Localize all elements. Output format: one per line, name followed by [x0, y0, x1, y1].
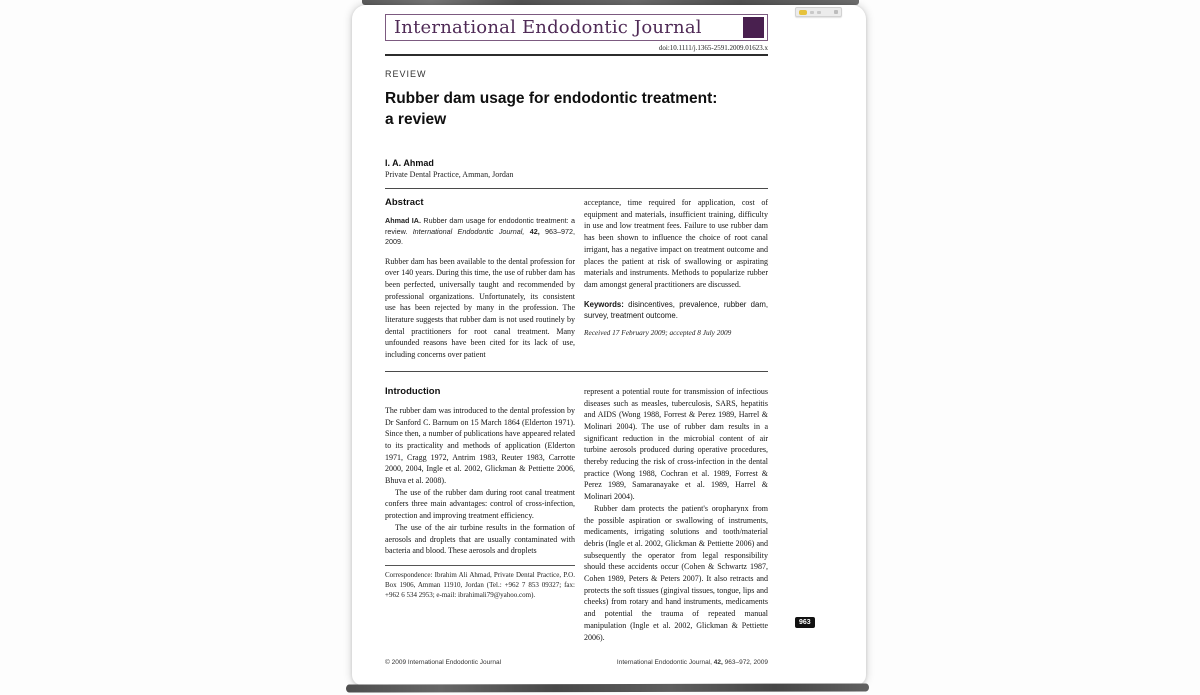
abstract-citation — [385, 216, 575, 248]
highlighter-icon[interactable] — [799, 10, 807, 15]
page-content — [385, 5, 768, 666]
article-title-line1: Rubber dam usage for endodontic treatment: — [385, 90, 718, 107]
scan-edge-bottom — [346, 683, 869, 692]
abstract-section — [385, 197, 768, 361]
article-type-label: REVIEW — [385, 69, 427, 79]
citation-pages: 963–972, 2009. — [385, 226, 576, 246]
introduction-section — [385, 386, 768, 643]
footer-citation — [617, 659, 768, 666]
footer-citation-journal: International Endodontic Journal, — [616, 659, 714, 667]
intro-paragraph-5: Rubber dam protects the patient's oropharynx from the possible aspiration or swallowing of instruments, medicaments, irrigating solutions and tooth/material debris (Ingle et al. 2002, Glickman & Pettiette 2006) and subsequently the operator from legal responsibility should these accidents occur (Cohen & Schwartz 1987, Cohen 1989, Peters & Peters 2007). It also retracts and protects the soft tissues (gingival tissues, tongue, lips and cheeks) from rotary and hand instruments, medicaments and potential the trauma of repeated manual manipulation (Ingle et al. 2002, Glickman & Pettiette 2006). — [584, 503, 768, 642]
author-affiliation: Private Dental Practice, Amman, Jordan — [385, 170, 514, 179]
toolbar-mark-icon — [817, 11, 821, 14]
citation-journal: International Endodontic Journal, — [412, 226, 525, 236]
journal-banner — [385, 14, 768, 41]
introduction-right-column — [584, 386, 768, 643]
author-divider — [385, 188, 768, 189]
author-name: I. A. Ahmad — [385, 158, 434, 168]
doi-line: doi:10.1111/j.1365-2591.2009.01623.x — [658, 44, 768, 52]
abstract-text-col2: acceptance, time required for application, cost of equipment and materials, insufficient training, difficulty in use and low treatment fees. Failure to use rubber dam has been shown to influence the choice of root canal irrigant, has a negative impact on treatment outcome and places the patient at risk of swallowing or aspirating materials and instruments. Methods to popularize rubber dam amongst general practitioners are discussed. — [584, 198, 768, 289]
article-title-line2: a review — [385, 111, 447, 128]
intro-paragraph-2: The use of the rubber dam during root canal treatment confers three main advantages: control of cross-infection, protection and improving treatment efficiency. — [385, 487, 575, 521]
toolbar-handle-icon[interactable] — [834, 10, 838, 14]
keywords-line — [584, 299, 768, 321]
abstract-text-col1: Rubber dam has been available to the dental profession for over 140 years. During this time, the use of rubber dam has been perfected, universally taught and recommended by professional organizations. Unfortunately, its consistent use has been rejected by many in the profession. The literature suggests that rubber dam is not used routinely by dental practitioners for root canal treatment. Many unfounded reasons have been cited for its lack of use, including concerns over patient — [385, 256, 575, 360]
abstract-left-column — [385, 197, 575, 361]
floating-annotation-toolbar[interactable] — [795, 7, 842, 17]
toolbar-mark-icon — [810, 11, 814, 14]
keywords-text: disincentives, prevalence, rubber dam, survey, treatment outcome. — [584, 299, 768, 320]
footnote-divider — [385, 565, 575, 566]
citation-title: Rubber dam usage for endodontic treatment: a review. — [385, 216, 575, 236]
footer-copyright: © 2009 International Endodontic Journal — [385, 659, 502, 667]
keywords-label: Keywords: — [584, 299, 624, 309]
abstract-heading: Abstract — [385, 197, 424, 208]
correspondence-footnote: Correspondence: Ibrahim Ali Ahmad, Private Dental Practice, P.O. Box 1906, Amman 11910, Jordan (Tel.: +962 7 853 09327; fax: +962 6 534 2953; e-mail: ibrahimali79@yahoo.com). — [385, 570, 575, 599]
abstract-divider — [385, 371, 768, 372]
intro-paragraph-1: The rubber dam was introduced to the dental profession by Dr Sanford C. Barnum on 15 March 1864 (Elderton 1971). Since then, a number of publications have appeared related to its practicality and methods of application (Elderton 1971, Cragg 1972, Antrim 1983, Reuter 1983, Carrotte 2000, 2004, Ingle et al. 2002, Glickman & Pettiette 2006, Bhuva et al. 2008). — [385, 405, 575, 486]
received-accepted-line: Received 17 February 2009; accepted 8 July 2009 — [584, 327, 732, 337]
journal-title: International Endodontic Journal — [394, 17, 702, 38]
page-footer — [385, 659, 768, 666]
citation-volume: 42, — [524, 226, 540, 236]
introduction-heading: Introduction — [385, 385, 441, 397]
citation-authors: Ahmad IA. — [385, 216, 421, 225]
article-title — [385, 88, 768, 130]
intro-paragraph-4: represent a potential route for transmission of infectious diseases such as measles, tuberculosis, SARS, hepatitis and AIDS (Wong 1988, Forrest & Perez 1989, Harrel & Molinari 2004). The use of rubber dam results in a significant reduction in the microbial content of air turbine aerosols produced during operative procedures, thereby reducing the risk of cross-infection in the dental practice (Wong 1988, Cochran et al. 1989, Forrest & Perez 1989, Samaranayake et al. 1989, Harrel & Molinari 2004). — [584, 386, 768, 502]
introduction-left-column — [385, 386, 575, 643]
header-divider — [385, 54, 768, 56]
intro-paragraph-3: The use of the air turbine results in the formation of aerosols and droplets that are usually contaminated with bacteria and blood. These aerosols and droplets — [385, 522, 575, 556]
journal-logo-square — [743, 17, 764, 38]
page-number-badge: 963 — [795, 617, 815, 628]
abstract-right-column — [584, 197, 768, 361]
footer-citation-volume: 42, — [713, 659, 723, 667]
footer-citation-pages: 963–972, 2009 — [722, 659, 768, 667]
document-page — [352, 5, 866, 685]
